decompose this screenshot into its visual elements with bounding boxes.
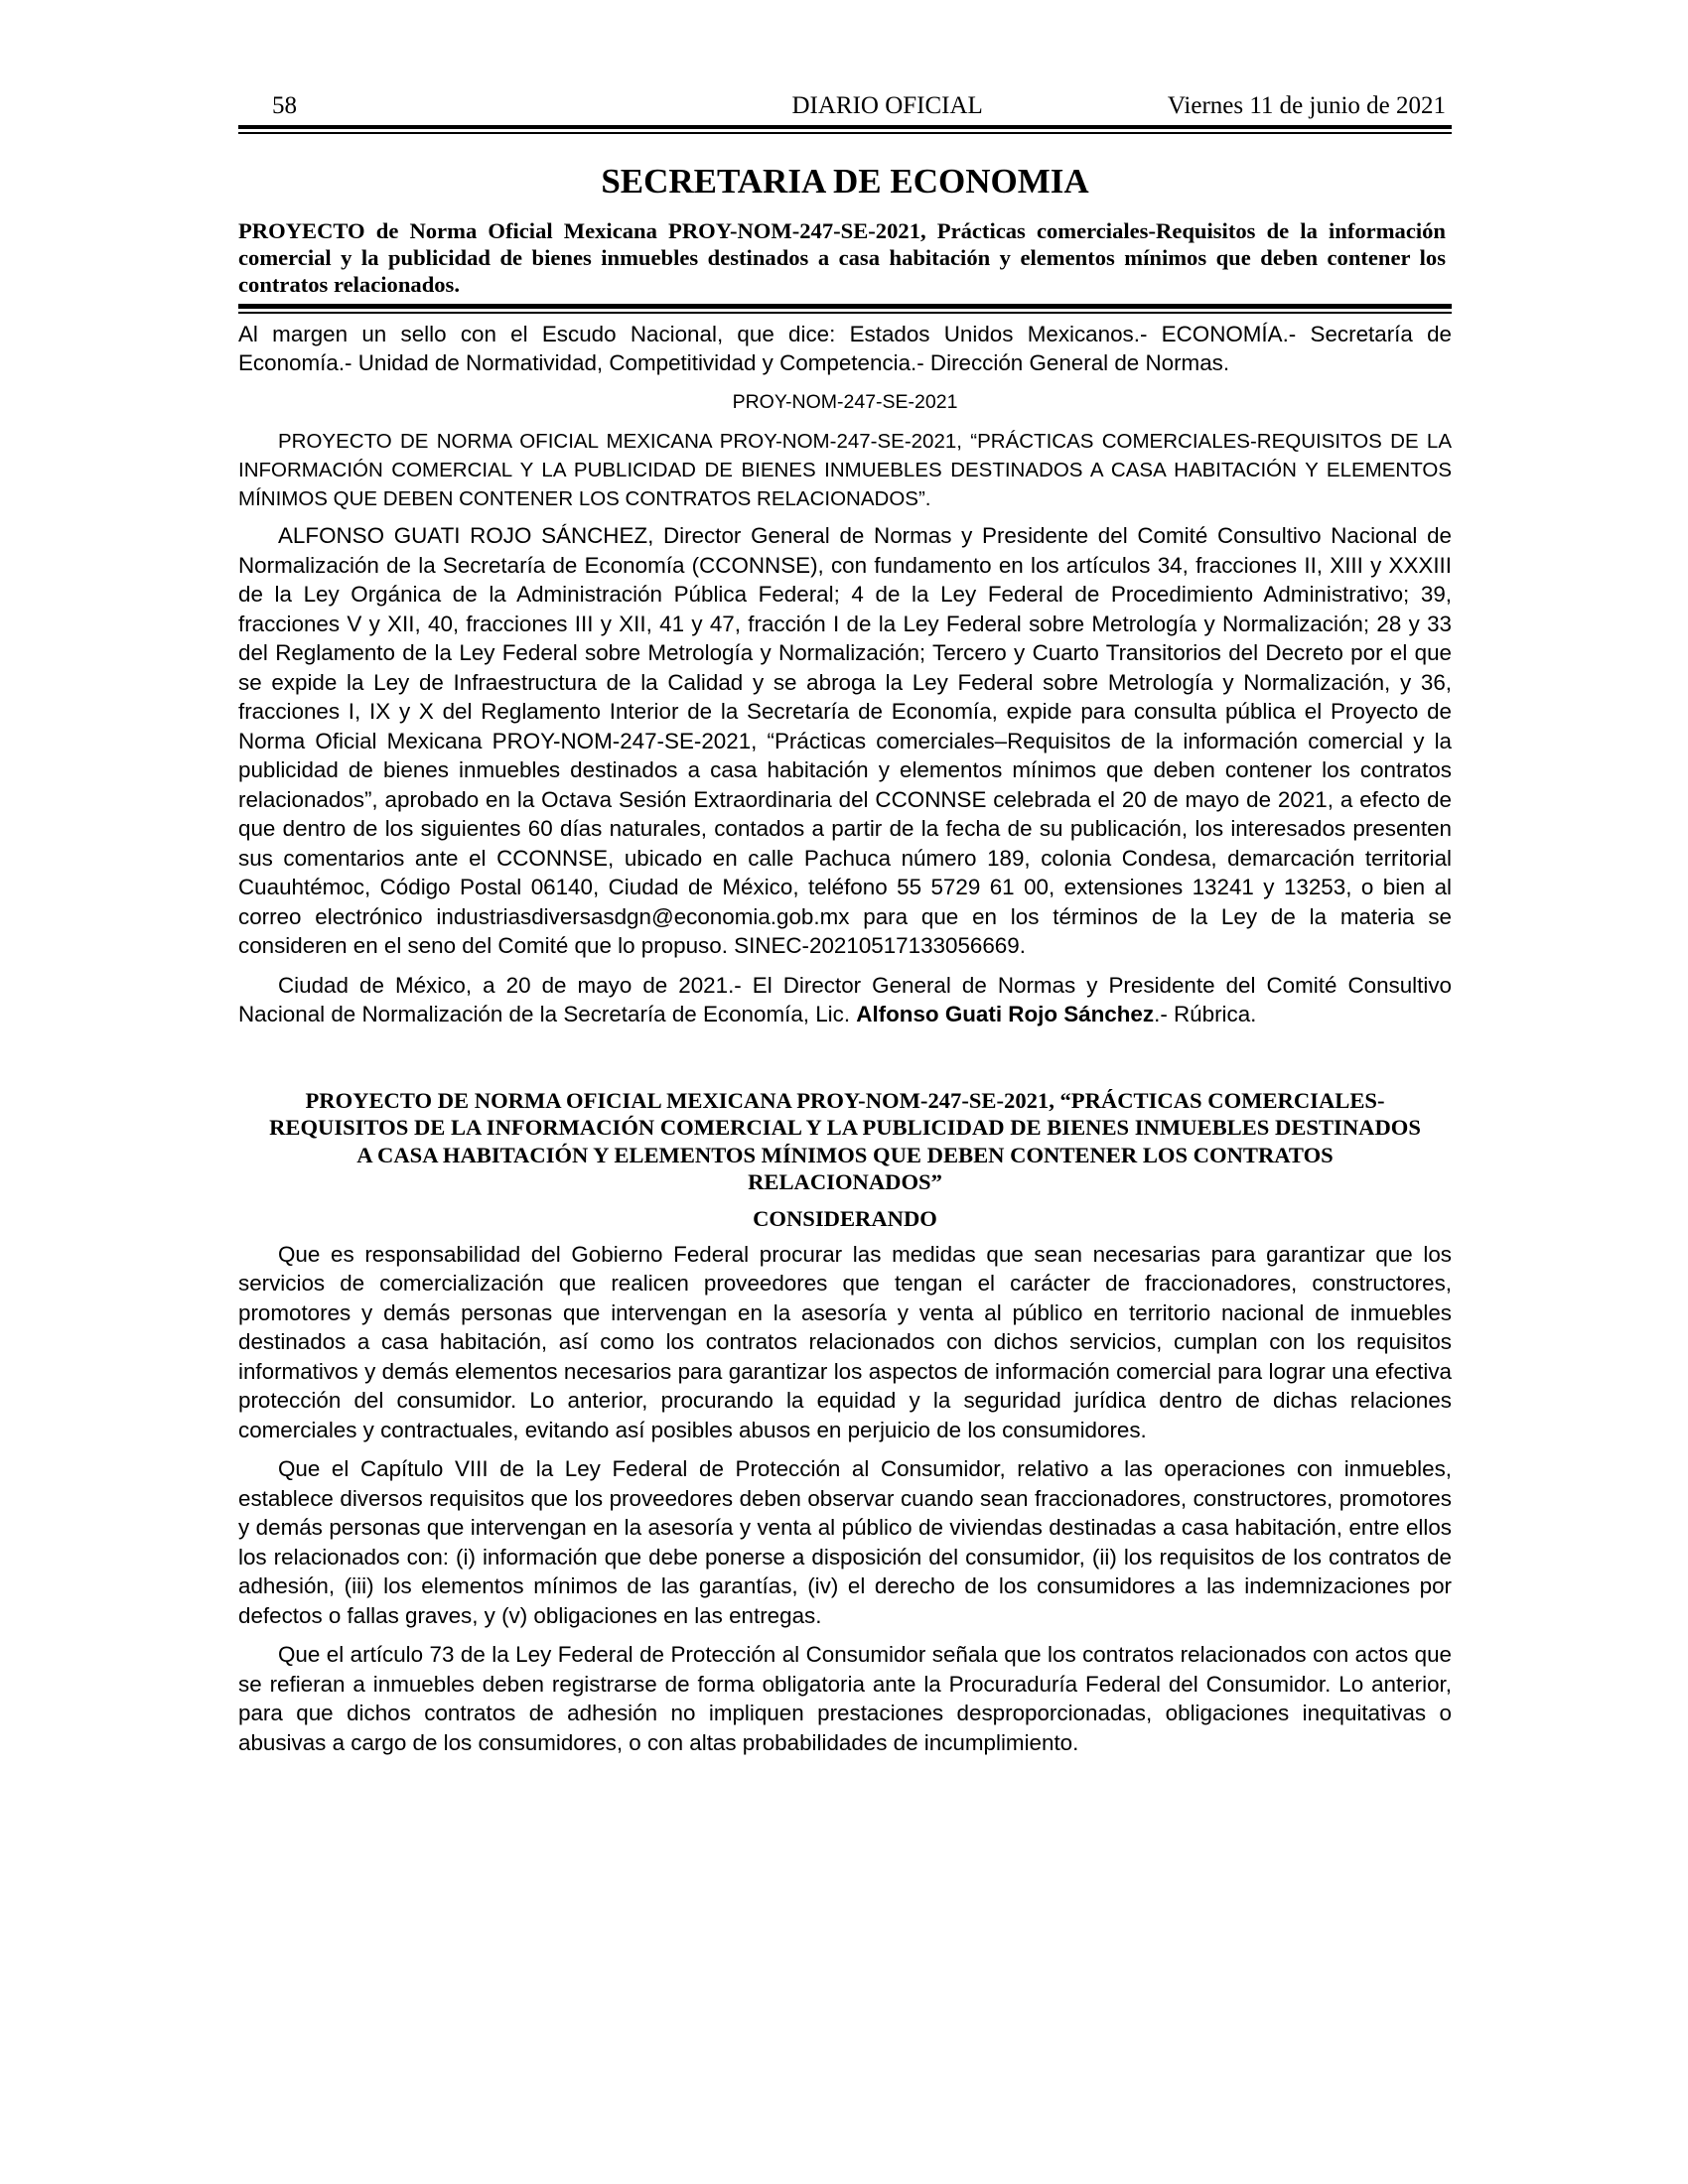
- signatory-name: Alfonso Guati Rojo Sánchez: [856, 1002, 1155, 1026]
- publication-date: Viernes 11 de junio de 2021: [1167, 92, 1446, 119]
- header-rule: [238, 125, 1452, 129]
- title-rule-thin: [238, 312, 1452, 314]
- norm-code: PROY-NOM-247-SE-2021: [732, 390, 958, 413]
- header-rule-thin: [238, 132, 1452, 134]
- section-title: SECRETARIA DE ECONOMIA: [601, 161, 1089, 201]
- norm-title: PROYECTO DE NORMA OFICIAL MEXICANA PROY-NOM-247-SE-2021, “PRÁCTICAS COMERCIALES-REQUISITOS DE LA INFORMACIÓN COMERCIAL Y LA PUBLICIDAD DE BIENES INMUEBLES DESTINADOS A CASA HABITACIÓN Y ELEMENTOS MÍNIMOS QUE DEBEN CONTENER LOS CONTRATOS RELACIONADOS”: [269, 1087, 1421, 1194]
- signature-paragraph: [238, 971, 1452, 1029]
- margin-note: Al margen un sello con el Escudo Nacional, que dice: Estados Unidos Mexicanos.- ECONOMÍA.- Secretaría de Economía.- Unidad de Normatividad, Competitividad y Competencia.- Dirección General de Normas.: [238, 321, 1452, 375]
- page-number: 58: [272, 92, 297, 119]
- title-rule: [238, 304, 1452, 309]
- document-body: [238, 320, 1452, 1029]
- signature-text: Ciudad de México, a 20 de mayo de 2021.- El Director General de Normas y Presidente del Comité Consultivo Nacional de Normalización de la Secretaría de Economía, Lic.: [238, 972, 1452, 1026]
- signature-rubrica: .- Rúbrica.: [1154, 1002, 1257, 1026]
- document-page: [238, 91, 1452, 1767]
- director-paragraph: ALFONSO GUATI ROJO SÁNCHEZ, Director General de Normas y Presidente del Comité Consultivo Nacional de Normalización de la Secretaría de Economía (CCONNSE), con fundamento en los artículos 34, fracciones II, XIII y XXXIII de la Ley Orgánica de la Administración Pública Federal; 4 de la Ley Federal de Procedimiento Administrativo; 39, fracciones V y XII, 40, fracciones III y XII, 41 y 47, fracción I de la Ley Federal sobre Metrología y Normalización; 28 y 33 del Reglamento de la Ley Federal sobre Metrología y Normalización; Tercero y Cuarto Transitorios del Decreto por el que se expide la Ley de Infraestructura de la Calidad y se abroga la Ley Federal sobre Metrología y Normalización, y 36, fracciones I, IX y X del Reglamento Interior de la Secretaría de Economía, expide para consulta pública el Proyecto de Norma Oficial Mexicana PROY-NOM-247-SE-2021, “Prácticas comerciales–Requisitos de la información comercial y la publicidad de bienes inmuebles destinados a casa habitación y elementos mínimos que deben contener los contratos relacionados”, aprobado en la Octava Sesión Extraordinaria del CCONNSE celebrada el 20 de mayo de 2021, a efecto de que dentro de los siguientes 60 días naturales, contados a partir de la fecha de su publicación, los interesados presenten sus comentarios ante el CCONNSE, ubicado en calle Pachuca número 189, colonia Condesa, demarcación territorial Cuauhtémoc, Código Postal 06140, Ciudad de México, teléfono 55 5729 61 00, extensiones 13241 y 13253, o bien al correo electrónico industriasdiversasdgn@economia.gob.mx para que en los términos de la Ley de la materia se consideren en el seno del Comité que lo propuso. SINEC-20210517133056669.: [238, 523, 1452, 958]
- considerando-body: [238, 1240, 1452, 1758]
- considerando-paragraph: Que es responsabilidad del Gobierno Federal procurar las medidas que sean necesarias para garantizar que los servicios de comercialización que realicen proveedores que tengan el carácter de fraccionadores, constructores, promotores y demás personas que intervengan en la asesoría y venta al público en territorio nacional de inmuebles destinados a casa habitación, así como los contratos relacionados con dichos servicios, cumplan con los requisitos informativos y demás elementos necesarios para garantizar los aspectos de información comercial para lograr una efectiva protección del consumidor. Lo anterior, procurando la equidad y la seguridad jurídica dentro de dichas relaciones comerciales y contractuales, evitando así posibles abusos en perjuicio de los consumidores.: [238, 1241, 1452, 1442]
- publication-name: DIARIO OFICIAL: [791, 92, 983, 119]
- considerando-paragraph: Que el Capítulo VIII de la Ley Federal de Protección al Consumidor, relativo a las operaciones con inmuebles, establece diversos requisitos que los proveedores deben observar cuando sean fraccionadores, constructores, promotores y demás personas que intervengan en la asesoría y venta al público de viviendas destinadas a casa habitación, entre ellos los relacionados con: (i) información que debe ponerse a disposición del consumidor, (ii) los requisitos de los contratos de adhesión, (iii) los elementos mínimos de las garantías, (iv) el derecho de los consumidores a las indemnizaciones por defectos o fallas graves, y (v) obligaciones en las entregas.: [238, 1456, 1452, 1628]
- considerando-paragraph: Que el artículo 73 de la Ley Federal de Protección al Consumidor señala que los contratos relacionados con actos que se refieran a inmuebles deben registrarse de forma obligatoria ante la Procuraduría Federal del Consumidor. Lo anterior, para que dichos contratos de adhesión no impliquen prestaciones desproporcionadas, obligaciones inequitativas o abusivas a cargo de los consumidores, o con altas probabilidades de incumplimiento.: [238, 1642, 1452, 1755]
- project-title: PROYECTO de Norma Oficial Mexicana PROY-NOM-247-SE-2021, Prácticas comerciales-Requisitos de la información comercial y la publicidad de bienes inmuebles destinados a casa habitación y elementos mínimos que deben contener los contratos relacionados.: [238, 217, 1446, 297]
- considerando-heading: CONSIDERANDO: [753, 1205, 937, 1231]
- page-header: [238, 91, 1452, 125]
- caps-paragraph: PROYECTO DE NORMA OFICIAL MEXICANA PROY-NOM-247-SE-2021, “PRÁCTICAS COMERCIALES-REQUISITOS DE LA INFORMACIÓN COMERCIAL Y LA PUBLICIDAD DE BIENES INMUEBLES DESTINADOS A CASA HABITACIÓN Y ELEMENTOS MÍNIMOS QUE DEBEN CONTENER LOS CONTRATOS RELACIONADOS”.: [238, 430, 1452, 510]
